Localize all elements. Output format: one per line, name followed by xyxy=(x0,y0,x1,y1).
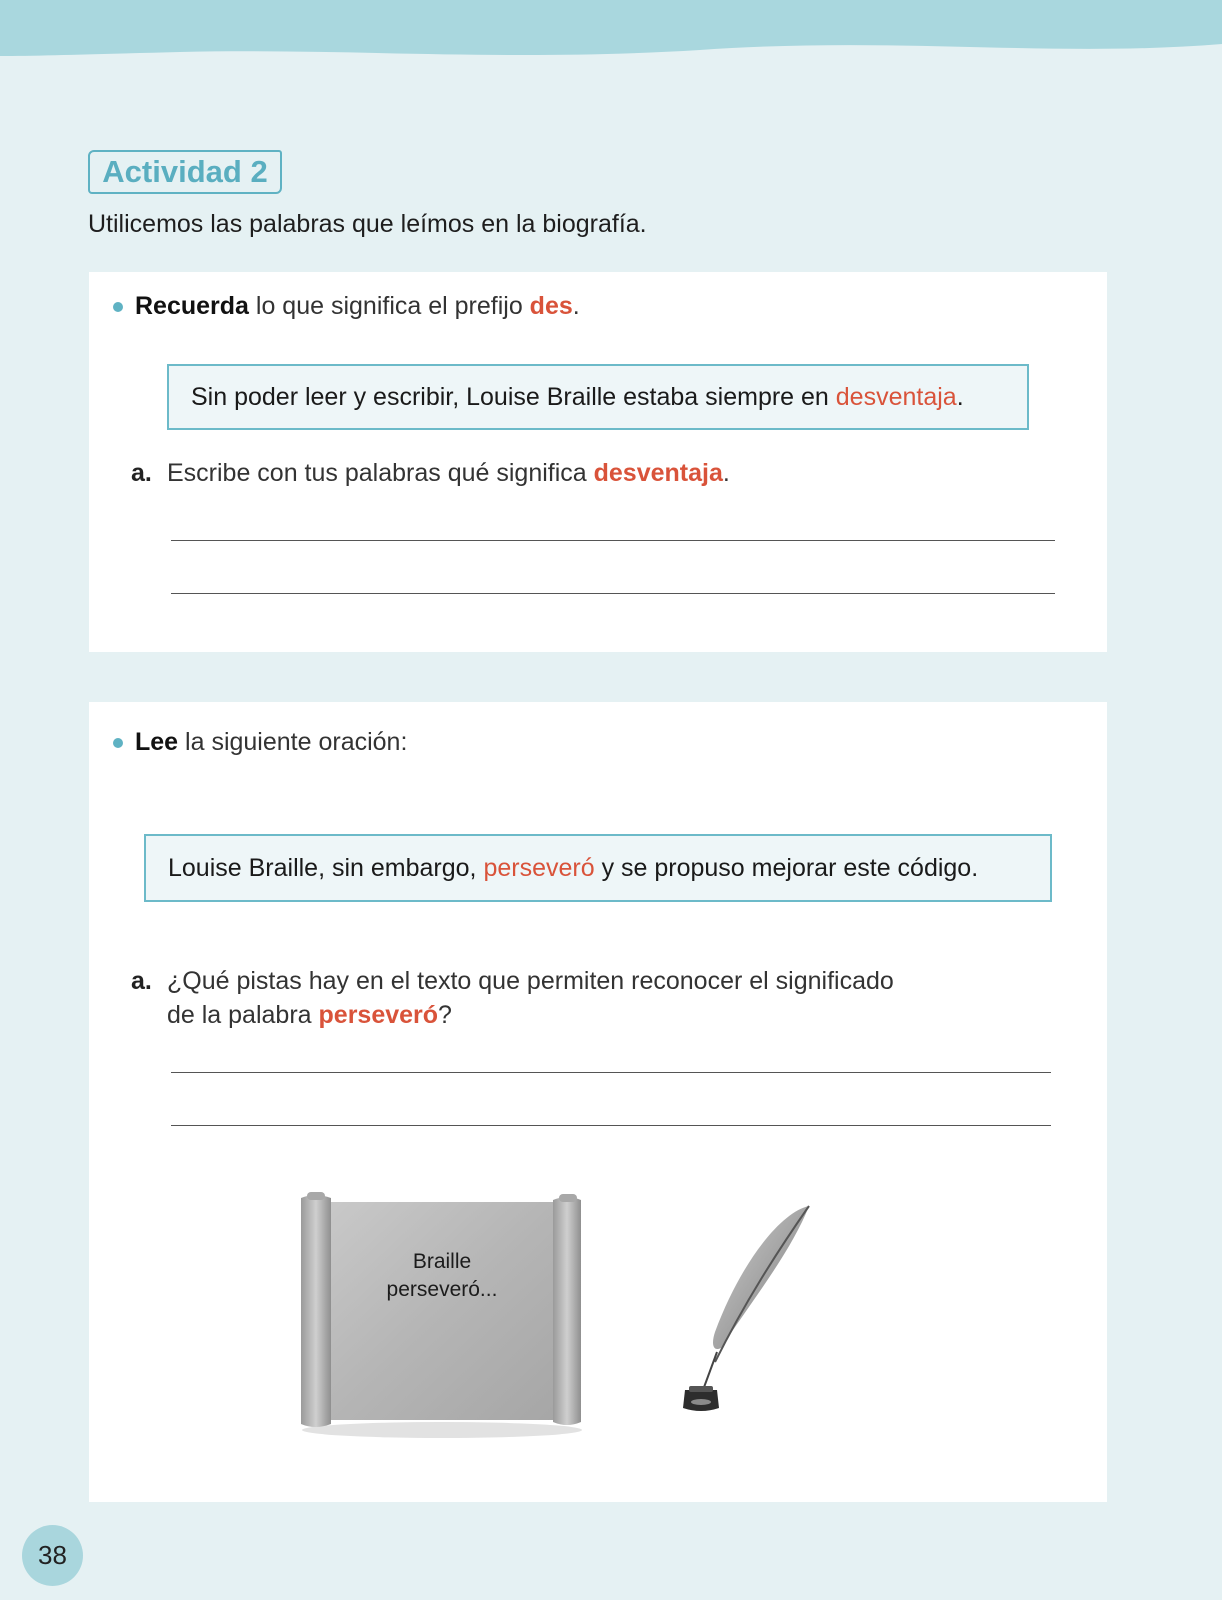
quote-box-1 xyxy=(167,364,1029,430)
scroll-text xyxy=(357,1248,527,1304)
exercise-card-1 xyxy=(89,272,1107,652)
question-1-highlight: desventaja xyxy=(593,459,723,487)
instruction-1 xyxy=(113,292,580,321)
question-2-line-1: ¿Qué pistas hay en el texto que permiten reconocer el significado xyxy=(167,967,894,995)
page-number: 38 xyxy=(38,1540,67,1570)
scroll-text-line-2: perseveró... xyxy=(386,1278,498,1301)
activity-title: Actividad 2 xyxy=(102,154,268,189)
exercise-card-2 xyxy=(89,702,1107,1502)
quote-2-text: Louise Braille, sin embargo, xyxy=(168,853,484,882)
question-1-text: Escribe con tus palabras qué significa xyxy=(167,459,594,487)
instruction-1-text: lo que significa el prefijo xyxy=(248,292,530,320)
answer-line-1a[interactable] xyxy=(171,540,1055,541)
scroll-text-line-1: Braille xyxy=(412,1250,472,1273)
instruction-2-text: la siguiente oración: xyxy=(178,728,408,756)
question-2-end: ? xyxy=(438,1001,452,1029)
quill-and-inkwell-icon xyxy=(681,1202,821,1422)
quote-2-highlight: perseveró xyxy=(483,853,595,882)
activity-title-badge xyxy=(88,150,282,194)
quote-2-end: y se propuso mejorar este código. xyxy=(594,853,979,882)
answer-line-2a[interactable] xyxy=(171,1072,1051,1073)
quote-1-text: Sin poder leer y escribir, Louise Braille estaba siempre en xyxy=(191,382,836,411)
question-2-text: de la palabra xyxy=(167,1001,319,1029)
quote-box-2 xyxy=(144,834,1052,902)
instruction-1-highlight: des xyxy=(529,292,573,320)
answer-line-1b[interactable] xyxy=(171,593,1055,594)
instruction-1-end: . xyxy=(572,292,580,320)
quill-illustration xyxy=(681,1202,821,1422)
question-1 xyxy=(131,456,1031,496)
instruction-1-bold: Recuerda xyxy=(135,292,249,320)
page-number-badge xyxy=(22,1525,83,1586)
scroll-illustration xyxy=(297,1192,587,1442)
question-1-end: . xyxy=(722,459,730,487)
intro-text: Utilicemos las palabras que leímos en la biografía. xyxy=(88,210,647,238)
instruction-2 xyxy=(113,728,407,757)
bullet-icon xyxy=(113,302,123,312)
instruction-2-bold: Lee xyxy=(135,728,179,756)
bullet-icon xyxy=(113,738,123,748)
question-2-letter: a. xyxy=(131,967,152,995)
question-1-letter: a. xyxy=(131,459,152,487)
parchment-scroll-icon xyxy=(297,1192,587,1442)
question-2-highlight: perseveró xyxy=(318,1001,439,1029)
answer-line-2b[interactable] xyxy=(171,1125,1051,1126)
quote-1-end: . xyxy=(956,382,964,411)
top-wave-decoration xyxy=(0,0,1222,70)
question-2 xyxy=(131,964,1031,1036)
quote-1-highlight: desventaja xyxy=(835,382,957,411)
